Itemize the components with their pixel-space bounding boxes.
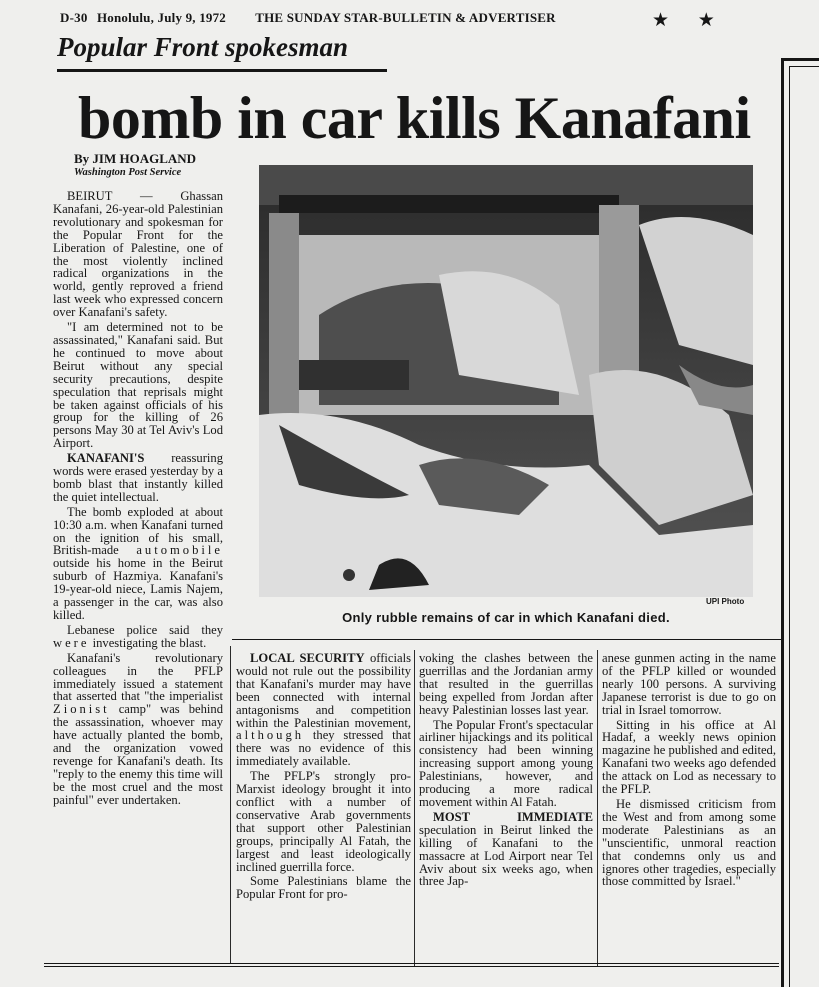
paragraph: Some Palestinians blame the Popular Front for pro- <box>236 874 411 902</box>
byline-author: By JIM HOAGLAND <box>74 151 197 166</box>
paragraph: "I am determined not to be assassinated," Kanafani said. But he continued to move about Beirut without any special security precautions, despite speculation that reprisals might be taken against officials of his group for the killing of 26 persons May 30 at Tel Aviv's Lod Airport. <box>53 320 223 451</box>
headline: bomb in car kills Kanafani <box>78 85 751 151</box>
article-column-1 <box>53 190 223 807</box>
column-rule <box>414 650 415 966</box>
spaced-word: automobile <box>136 543 223 558</box>
paragraph: The Popular Front's spectacular airliner hijackings and its political consistency had been winning increasing support among young Palestinians, however, and producing a more radical movement within Al Fatah. <box>419 717 593 809</box>
dateline: Honolulu, July 9, 1972 <box>96 10 227 25</box>
photo-caption: Only rubble remains of car in which Kanafani died. <box>342 610 670 625</box>
edition-stars: ★ ★ <box>652 10 727 31</box>
rubble-car-photo-image <box>259 165 753 597</box>
spaced-word: although <box>236 728 305 743</box>
paragraph-text: camp" was behind the assassination, whoever may have actually planted the bomb, and the organization vowed revenge for Kanafani's death. Its "reply to the enemy this time will be the most cruel and the most painful" ever undertaken. <box>53 702 223 807</box>
paragraph: The PFLP's strongly pro-Marxist ideology brought it into conflict with a number of conservative Arab governments that support other Palestinian groups, principally Al Fatah, the largest and least ideologically inclined guerrilla force. <box>236 769 411 874</box>
paragraph <box>53 452 223 504</box>
kicker: Popular Front spokesman <box>57 32 349 62</box>
column-rule <box>597 650 598 966</box>
paragraph <box>53 624 223 650</box>
paragraph-text: outside his home in the Beirut suburb of Hazmiya. Kanafani's 19-year-old niece, Lamis Najem, a passenger in the car, was also killed. <box>53 556 223 622</box>
adjacent-article-border <box>781 58 819 987</box>
news-photo <box>259 165 753 597</box>
spaced-word: were <box>53 635 90 650</box>
paragraph-text: reassuring words were erased yesterday by a bomb blast that instantly killed the quiet intellectual. <box>53 451 223 504</box>
section-divider <box>232 639 781 640</box>
paragraph-text: The bomb exploded at about 10:30 a.m. when Kanafani turned on the ignition of his small, British-made <box>53 504 223 558</box>
paragraph <box>419 811 593 888</box>
paragraph-text: Kanafani's revolutionary colleagues in the PFLP immediately issued a statement that asserted that "the imperialist <box>53 650 223 704</box>
masthead <box>60 10 580 26</box>
paragraph <box>53 652 223 807</box>
bottom-rule <box>44 966 779 967</box>
paragraph-text: Lebanese police said they <box>67 622 223 637</box>
article-column-2 <box>236 652 411 901</box>
paragraph-text: investigating the blast. <box>89 635 207 650</box>
paragraph: anese gunmen acting in the name of the PFLP killed or wounded nearly 100 persons. A surviving Japanese terrorist is due to go on trial in Israel tomorrow. <box>602 651 776 717</box>
paragraph: Sitting in his office at Al Hadaf, a weekly news opinion magazine he published and edited, Kanafani two weeks ago defended the attack on Lod as necessary to the PFLP. <box>602 717 776 797</box>
page-number: D-30 <box>60 10 88 25</box>
paragraph-text: speculation in Beirut linked the killing of Kanafani to the massacre at Lod Airport near Tel Aviv about six weeks ago, when three Jap- <box>419 822 593 889</box>
column-rule <box>230 646 231 964</box>
subhead-lead: LOCAL SECURITY <box>250 651 365 665</box>
article-column-3 <box>419 652 593 888</box>
paragraph <box>236 652 411 768</box>
kicker-underline <box>57 69 387 72</box>
newspaper-name: THE SUNDAY STAR-BULLETIN & ADVERTISER <box>255 10 556 25</box>
paragraph <box>53 506 223 622</box>
subhead-lead: KANAFANI'S <box>67 451 145 466</box>
byline-service: Washington Post Service <box>74 167 182 178</box>
paragraph-text: they stressed that there was no evidence of this immediately available. <box>236 728 411 769</box>
bottom-rule <box>44 963 779 964</box>
paragraph: voking the clashes between the guerrillas and the Jordanian army that resulted in the guerrillas being expelled from Jordan after heavy Palestinian losses last year. <box>419 651 593 717</box>
paragraph: BEIRUT — Ghassan Kanafani, 26-year-old Palestinian revolutionary and spokesman for the Popular Front for the Liberation of Palestine, one of the most violently inclined radical organizations in the world, gently reproved a friend last week who expressed concern over Kanafani's safety. <box>53 189 223 320</box>
paragraph: He dismissed criticism from the West and from among some moderate Palestinians as an "unscientific, unmoral reaction that condemns only us and ignores other tragedies, especially those committed by Israel." <box>602 796 776 889</box>
paragraph-text: officials would not rule out the possibility that Kanafani's murder may have been connected with internal antagonisms and competition within the Palestinian movement, <box>236 651 412 730</box>
photo-credit: UPI Photo <box>706 597 745 606</box>
article-column-4 <box>602 652 776 888</box>
spaced-word: Zionist <box>53 702 110 717</box>
subhead-lead: MOST IMMEDIATE <box>433 809 593 824</box>
